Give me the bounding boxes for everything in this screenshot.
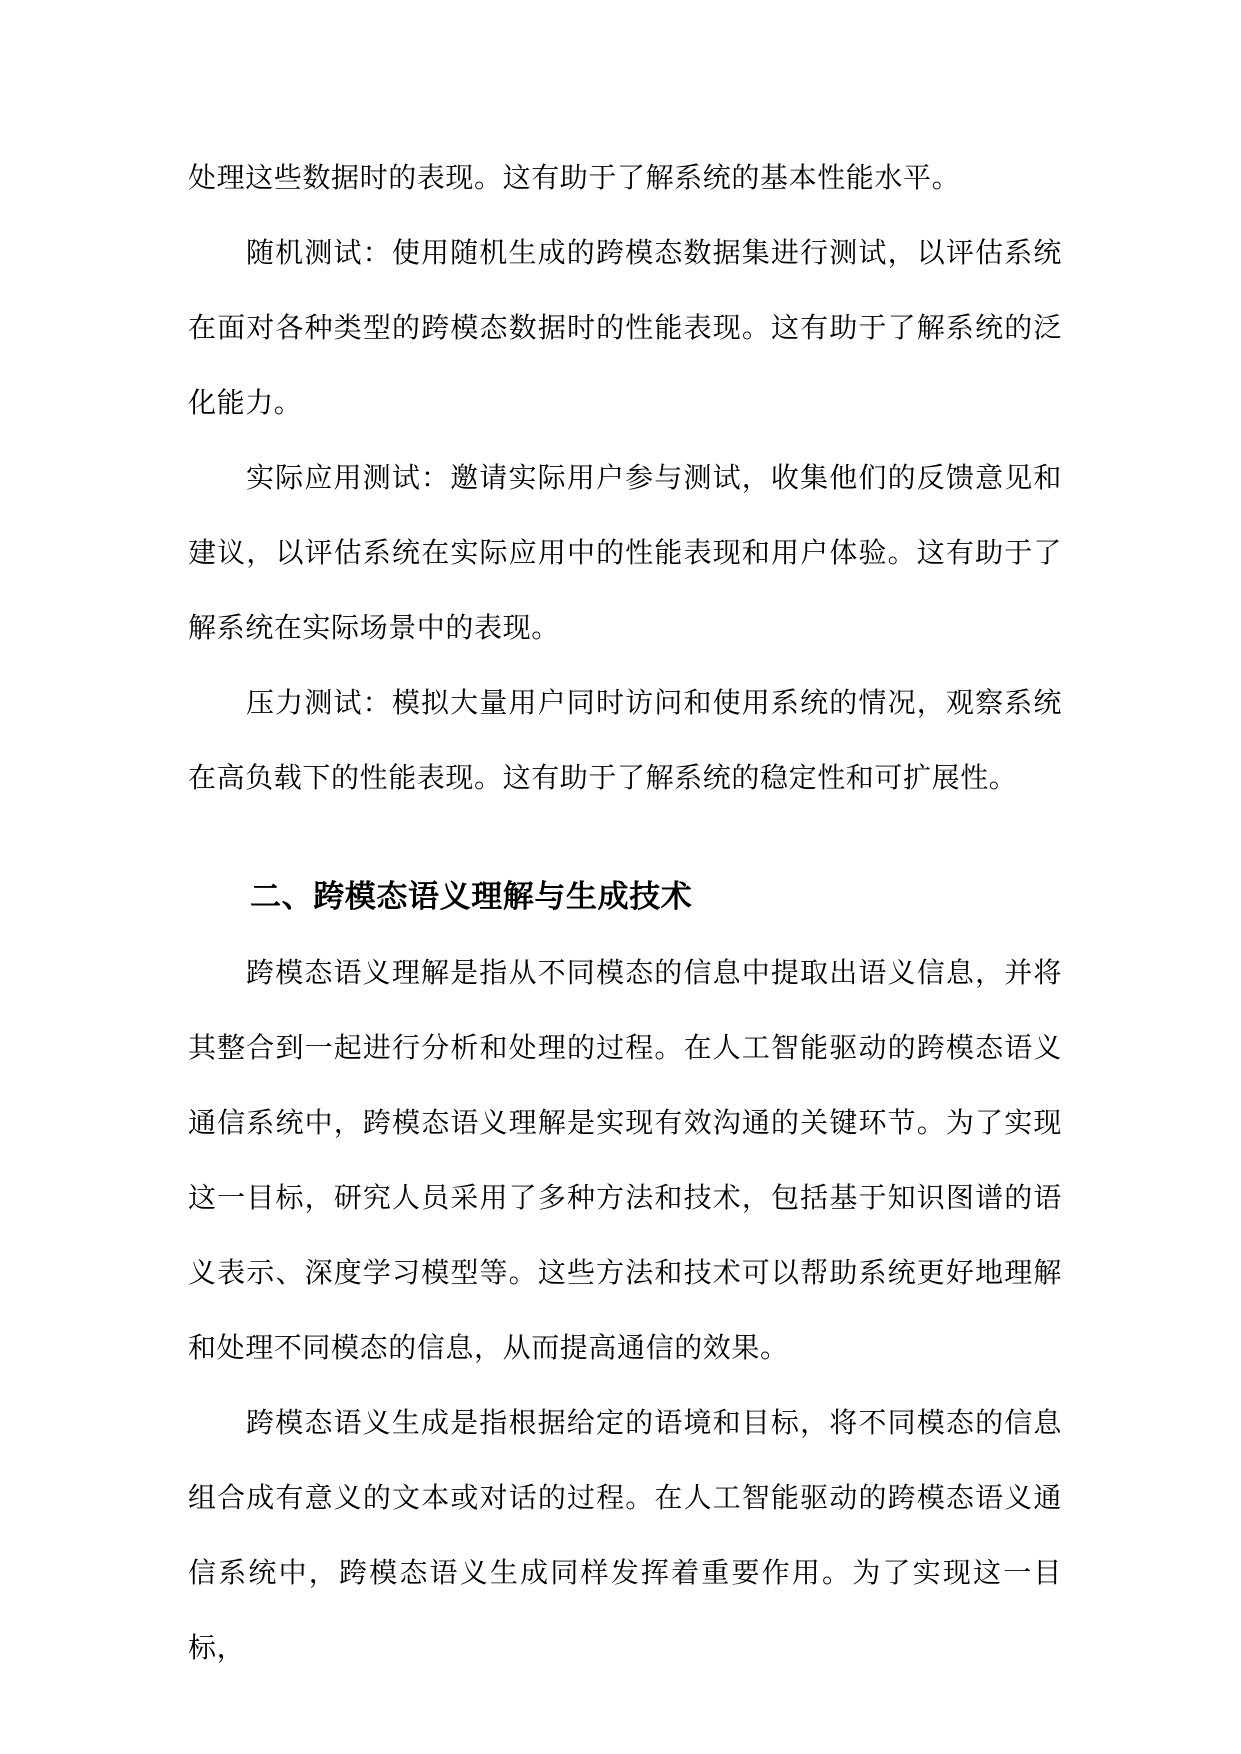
paragraph-stress-test: 压力测试：模拟大量用户同时访问和使用系统的情况，观察系统在高负载下的性能表现。这有助于了解系统的稳定性和可扩展性。 bbox=[188, 686, 1062, 794]
document-body bbox=[188, 140, 1062, 1685]
paragraph-semantic-understanding: 跨模态语义理解是指从不同模态的信息中提取出语义信息，并将其整合到一起进行分析和处理的过程。在人工智能驱动的跨模态语义通信系统中，跨模态语义理解是实现有效沟通的关键环节。为了实现这一目标，研究人员采用了多种方法和技术，包括基于知识图谱的语义表示、深度学习模型等。这些方法和技术可以帮助系统更好地理解和处理不同模态的信息，从而提高通信的效果。 bbox=[188, 956, 1062, 1364]
section-heading: 二、跨模态语义理解与生成技术 bbox=[250, 879, 693, 915]
paragraph-random-test: 随机测试：使用随机生成的跨模态数据集进行测试，以评估系统在面对各种类型的跨模态数据时的性能表现。这有助于了解系统的泛化能力。 bbox=[188, 236, 1062, 419]
paragraph-real-application-test: 实际应用测试：邀请实际用户参与测试，收集他们的反馈意见和建议，以评估系统在实际应用中的性能表现和用户体验。这有助于了解系统在实际场景中的表现。 bbox=[188, 461, 1062, 644]
paragraph-continuation: 处理这些数据时的表现。这有助于了解系统的基本性能水平。 bbox=[188, 161, 961, 194]
paragraph-semantic-generation: 跨模态语义生成是指根据给定的语境和目标，将不同模态的信息组合成有意义的文本或对话的过程。在人工智能驱动的跨模态语义通信系统中，跨模态语义生成同样发挥着重要作用。为了实现这一目标， bbox=[188, 1406, 1062, 1664]
